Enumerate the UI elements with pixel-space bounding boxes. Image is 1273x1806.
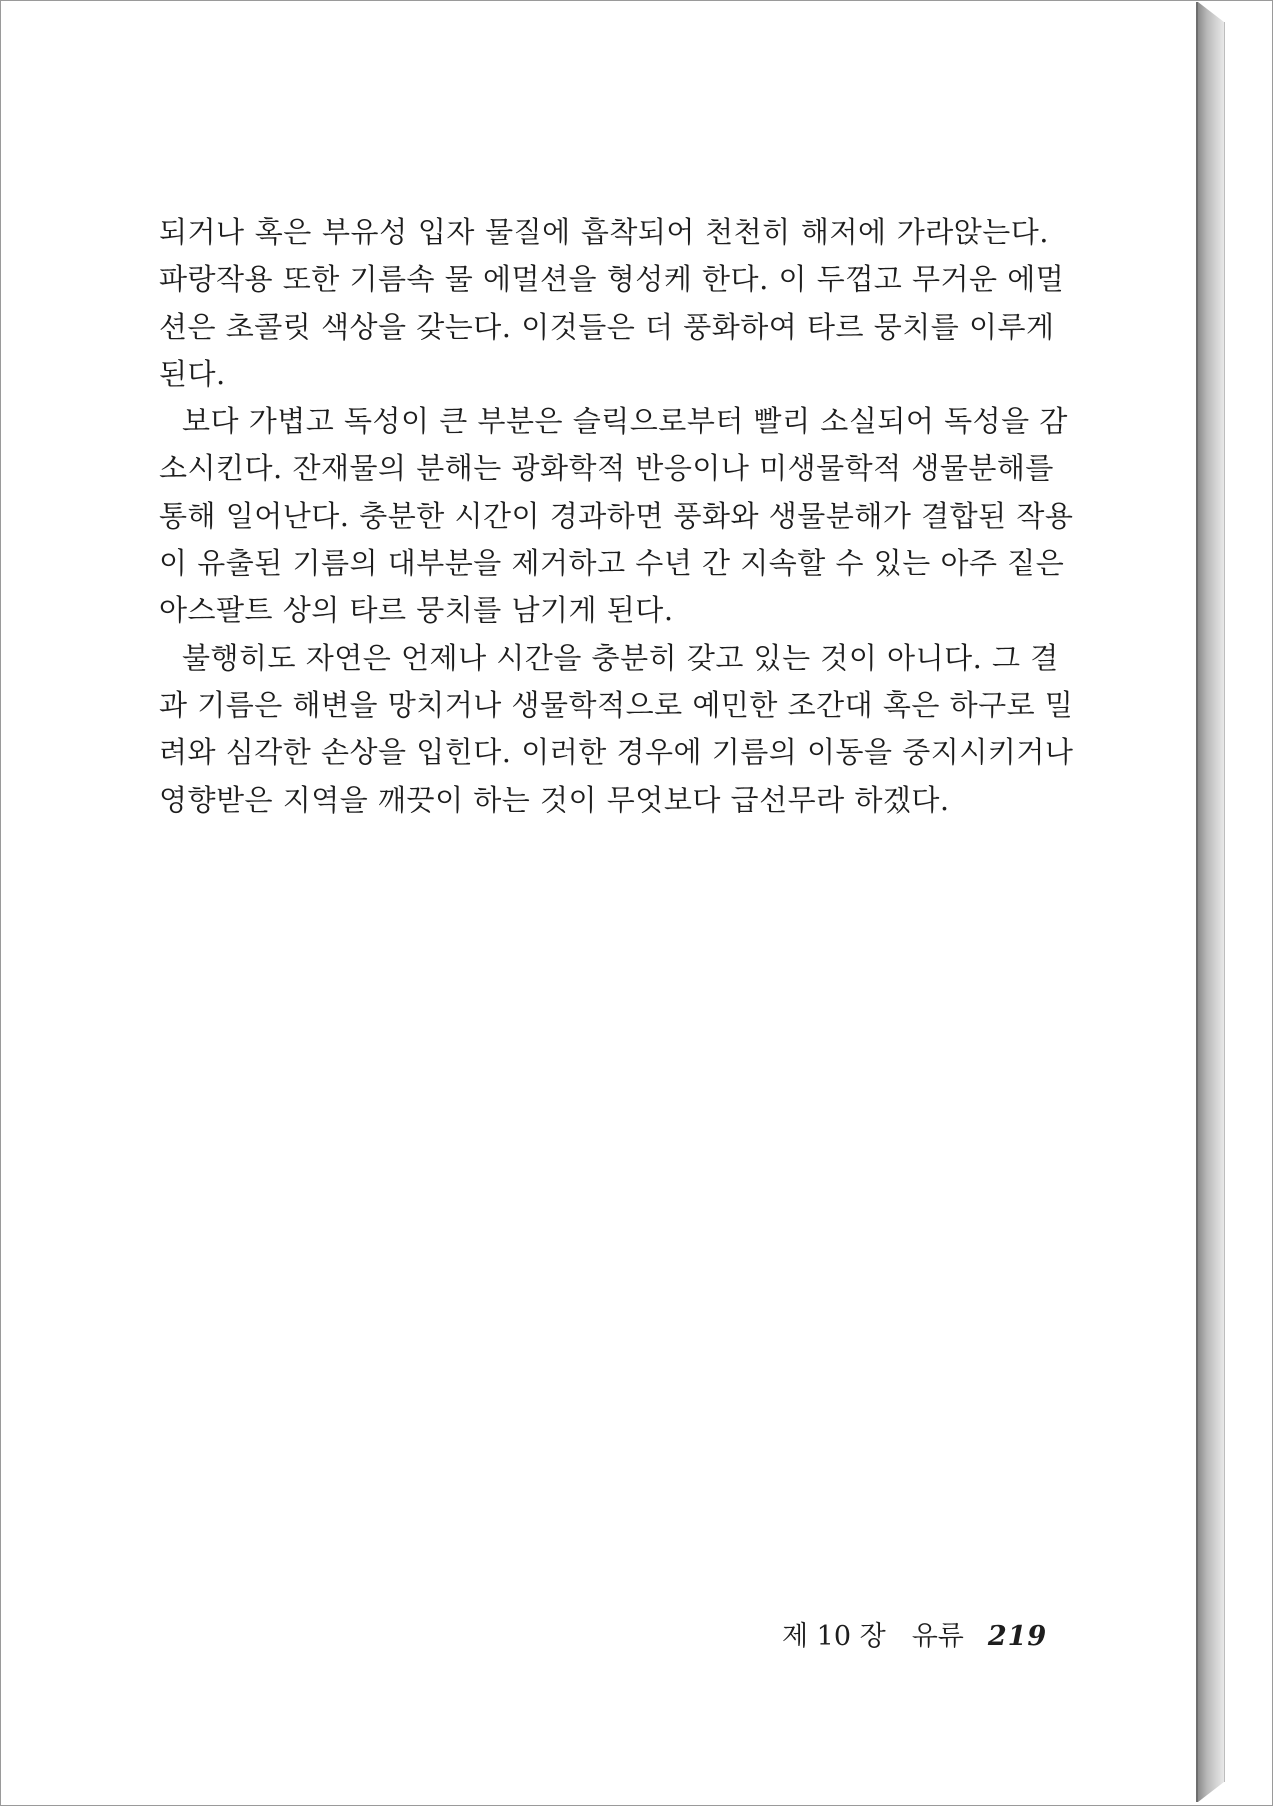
page-footer [782, 1614, 1048, 1654]
page-body-text [159, 209, 1074, 824]
text-line-13: 영향받은 지역을 깨끗이 하는 것이 무엇보다 급선무라 하겠다. [159, 782, 950, 817]
text-line-10: 불행히도 자연은 언제나 시간을 충분히 갖고 있는 것이 아니다. 그 결 [182, 640, 1059, 675]
page-stack-edge [1198, 2, 1224, 1802]
page-edge-line [1224, 22, 1225, 1782]
book-page [2, 2, 1198, 1802]
text-line-6: 소시킨다. 잔재물의 분해는 광화학적 반응이나 미생물학적 생물분해를 [159, 451, 1054, 486]
text-line-8: 이 유출된 기름의 대부분을 제거하고 수년 간 지속할 수 있는 아주 짙은 [159, 546, 1065, 581]
section-name: 유류 [911, 1621, 964, 1652]
text-line-5: 보다 가볍고 독성이 큰 부분은 슬릭으로부터 빨리 소실되어 독성을 감 [182, 404, 1068, 439]
text-line-9: 아스팔트 상의 타르 뭉치를 남기게 된다. [159, 593, 674, 628]
chapter-label: 제 10 장 [782, 1621, 886, 1652]
text-line-3: 션은 초콜릿 색상을 갖는다. 이것들은 더 풍화하여 타르 뭉치를 이루게 [159, 309, 1055, 344]
text-line-12: 려와 심각한 손상을 입힌다. 이러한 경우에 기름의 이동을 중지시키거나 [159, 735, 1074, 770]
page-number: 219 [987, 1621, 1048, 1652]
text-line-7: 통해 일어난다. 충분한 시간이 경과하면 풍화와 생물분해가 결합된 작용 [159, 498, 1074, 533]
text-line-4: 된다. [159, 356, 226, 391]
text-line-1: 되거나 혹은 부유성 입자 물질에 흡착되어 천천히 해저에 가라앉는다. [159, 215, 1049, 249]
text-line-11: 과 기름은 해변을 망치거나 생물학적으로 예민한 조간대 혹은 하구로 밀 [159, 687, 1074, 722]
text-line-2: 파랑작용 또한 기름속 물 에멀션을 형성케 한다. 이 두껍고 무거운 에멀 [159, 262, 1065, 297]
